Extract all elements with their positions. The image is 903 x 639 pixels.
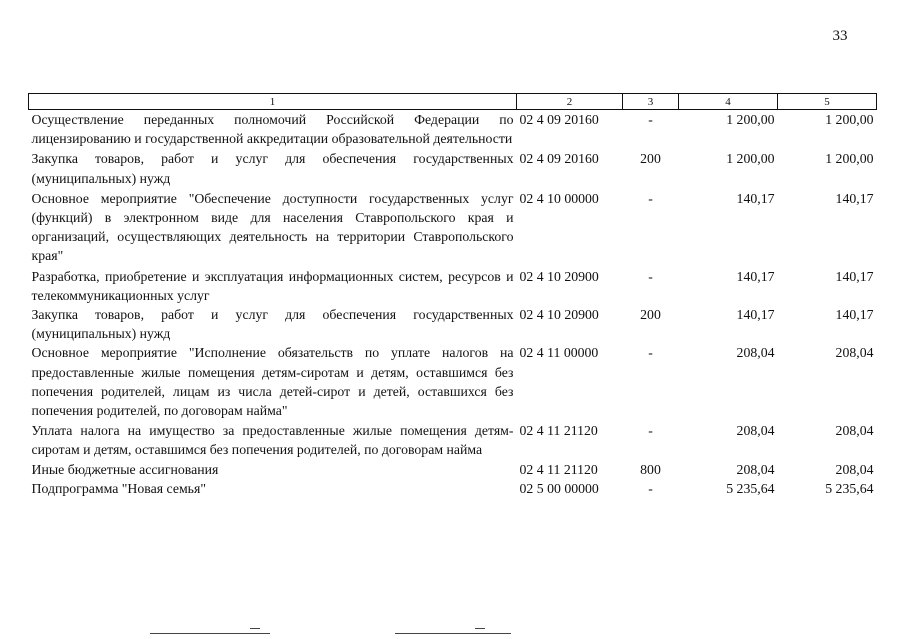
row-code: 02 5 00 00000: [519, 480, 599, 496]
row-expense-type: 200: [640, 151, 661, 167]
column-header-code: 2: [517, 94, 623, 110]
row-sum-2: 1 200,00: [825, 112, 874, 127]
row-code: 02 4 09 20160: [519, 151, 599, 167]
signature-mark-right: [475, 628, 485, 629]
row-sum-2: 5 235,64: [825, 480, 874, 496]
row-code: 02 4 09 20160: [519, 112, 599, 127]
row-sum-1: 140,17: [736, 307, 775, 323]
page-number: 33: [832, 28, 848, 44]
row-sum-2: 208,04: [835, 461, 874, 477]
row-sum-1: 208,04: [736, 461, 775, 477]
table-row: [29, 149, 877, 188]
row-expense-type: -: [648, 345, 653, 361]
row-name: Иные бюджетные ассигнования: [31, 461, 219, 477]
table-row: [29, 421, 877, 459]
row-sum-1: 208,04: [736, 423, 775, 439]
row-expense-type: -: [648, 190, 653, 206]
row-sum-2: 140,17: [835, 307, 874, 323]
row-expense-type: 200: [640, 307, 661, 323]
row-expense-type: -: [648, 480, 653, 496]
row-name: Подпрограмма "Новая семья": [31, 480, 206, 496]
table-row: [29, 479, 877, 498]
row-code: 02 4 10 20900: [519, 268, 599, 284]
row-sum-2: 140,17: [835, 190, 874, 206]
row-expense-type: -: [648, 423, 653, 439]
row-sum-2: 208,04: [835, 423, 874, 439]
column-header-name: 1: [29, 94, 517, 110]
signature-line-left: [150, 633, 270, 634]
row-expense-type: -: [648, 268, 653, 284]
row-name: Осуществление переданных полномочий Российской Федерации по лицензированию и государственной аккредитации образовательной деятельности: [31, 112, 514, 147]
row-code: 02 4 10 00000: [519, 190, 599, 206]
row-code: 02 4 10 20900: [519, 307, 599, 323]
table-row: [29, 305, 877, 343]
row-name: Разработка, приобретение и эксплуатация информационных систем, ресурсов и телекоммуникационных услуг: [31, 268, 514, 303]
row-sum-1: 140,17: [736, 268, 775, 284]
row-sum-1: 140,17: [736, 190, 775, 206]
table-row: [29, 343, 877, 421]
row-code: 02 4 11 00000: [519, 345, 599, 361]
row-code: 02 4 11 21120: [519, 461, 598, 477]
row-code: 02 4 11 21120: [519, 423, 598, 439]
column-header-expense-type: 3: [623, 94, 679, 110]
table-header-row: [29, 94, 877, 110]
signature-mark-left: [250, 628, 260, 629]
signature-line-right: [395, 633, 511, 634]
table-row: [29, 267, 877, 305]
row-name: Уплата налога на имущество за предоставленные жилые помещения детям-сиротам и детям, оставшимся без попечения родителей, по договорам найма: [31, 423, 514, 458]
row-name: Основное мероприятие "Обеспечение доступности государственных услуг (функций) в электронном виде для населения Ставропольского края и организаций, осуществляющих деятельность на территории Ставропольского края": [31, 190, 514, 264]
table-row: [29, 189, 877, 267]
row-name: Закупка товаров, работ и услуг для обеспечения государственных (муниципальных) нужд: [31, 307, 514, 342]
column-header-sum-1: 4: [679, 94, 778, 110]
budget-table: [28, 93, 877, 498]
row-name: Закупка товаров, работ и услуг для обеспечения государственных (муниципальных) нужд: [31, 151, 514, 186]
row-sum-2: 208,04: [835, 345, 874, 361]
row-name: Основное мероприятие "Исполнение обязательств по уплате налогов на предоставленные жилые помещения детям-сиротам и детям, оставшимся без попечения родителей, лицам из числа детей-сирот и детей, оставшихся без попечения родителей, по договорам найма": [31, 345, 514, 419]
row-expense-type: 800: [640, 461, 661, 477]
row-sum-2: 140,17: [835, 268, 874, 284]
row-sum-1: 5 235,64: [726, 480, 775, 496]
column-header-sum-2: 5: [778, 94, 877, 110]
row-sum-1: 208,04: [736, 345, 775, 361]
row-expense-type: -: [648, 112, 653, 127]
table-row: [29, 110, 877, 150]
table-row: [29, 460, 877, 479]
row-sum-1: 1 200,00: [726, 151, 775, 167]
row-sum-1: 1 200,00: [726, 112, 775, 127]
row-sum-2: 1 200,00: [825, 151, 874, 167]
